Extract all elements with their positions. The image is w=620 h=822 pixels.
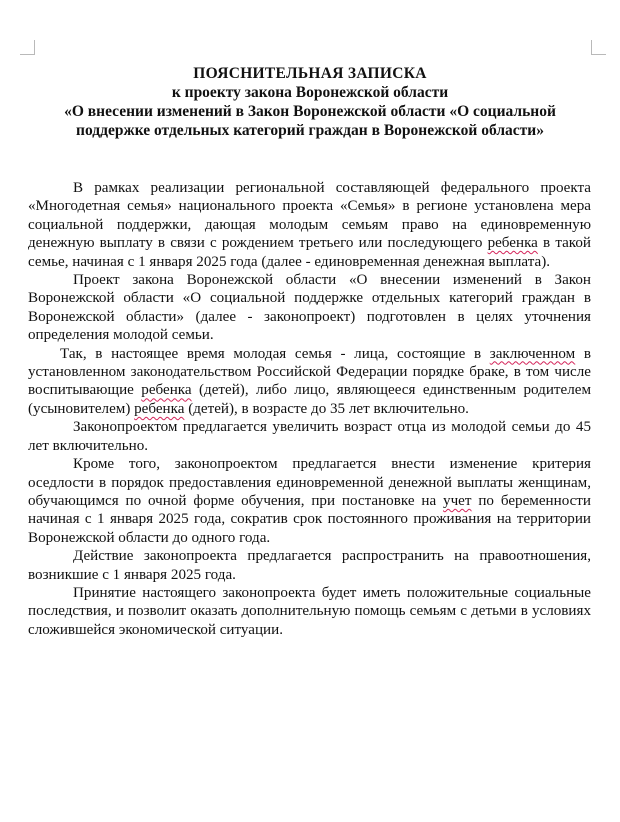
spellcheck-word[interactable]: заключенном — [489, 345, 576, 362]
document-title: ПОЯСНИТЕЛЬНАЯ ЗАПИСКА — [193, 65, 427, 82]
document-subtitle: к проекту закона Воронежской области — [171, 84, 449, 101]
paragraph-3: Так, в настоящее время молодая семья - лица, состоящие в заключенном в установленном законодательством Российской Федерации порядке браке, в том числе воспитывающие ребенка (детей), либо лицо, являющееся единственным родителем (усыновителем) ребенка (детей), в возрасте до 35 лет включительно. — [28, 345, 591, 417]
document-law-name-line-1: «О внесении изменений в Закон Воронежской области «О социальной — [64, 103, 556, 120]
spellcheck-word[interactable]: ребенка — [134, 400, 185, 417]
paragraph-7: Принятие настоящего законопроекта будет иметь положительные социальные последствия, и позволит оказать дополнительную помощь семьям с детьми в условиях сложившейся экономической ситуации. — [28, 584, 591, 638]
spellcheck-word[interactable]: ребенка — [141, 382, 192, 399]
spellcheck-word[interactable]: ребенка — [487, 235, 538, 252]
document-body — [28, 179, 591, 639]
margin-corner-mark-left — [20, 40, 35, 55]
paragraph-2: Проект закона Воронежской области «О внесении изменений в Закон Воронежской области «О социальной поддержке отдельных категорий граждан в Воронежской области» (далее - законопроект) подготовлен в целях уточнения определения молодой семьи. — [28, 272, 591, 344]
spellcheck-word[interactable]: учет — [443, 492, 472, 509]
paragraph-5: Кроме того, законопроектом предлагается внести изменение критерия оседлости в порядок предоставления единовременной денежной выплаты женщинам, обучающимся по очной форме обучения, при постановке на учет по беременности начиная с 1 января 2025 года, сократив срок постоянного проживания на территории Воронежской области до одного года. — [28, 456, 591, 546]
document-header — [20, 64, 600, 140]
document-law-name-line-2: поддержке отдельных категорий граждан в Воронежской области» — [76, 122, 544, 139]
margin-corner-mark-right — [591, 40, 606, 55]
paragraph-4: Законопроектом предлагается увеличить возраст отца из молодой семьи до 45 лет включительно. — [28, 419, 591, 454]
paragraph-6: Действие законопроекта предлагается распространить на правоотношения, возникшие с 1 января 2025 года. — [28, 548, 591, 583]
paragraph-1: В рамках реализации региональной составляющей федерального проекта «Многодетная семья» национального проекта «Семья» в регионе установлена мера социальной поддержки, дающая молодым семьям право на единовременную денежную выплату в связи с рождением третьего или последующего ребенка в такой семье, начиная с 1 января 2025 года (далее - единовременная денежная выплата). — [28, 180, 591, 270]
